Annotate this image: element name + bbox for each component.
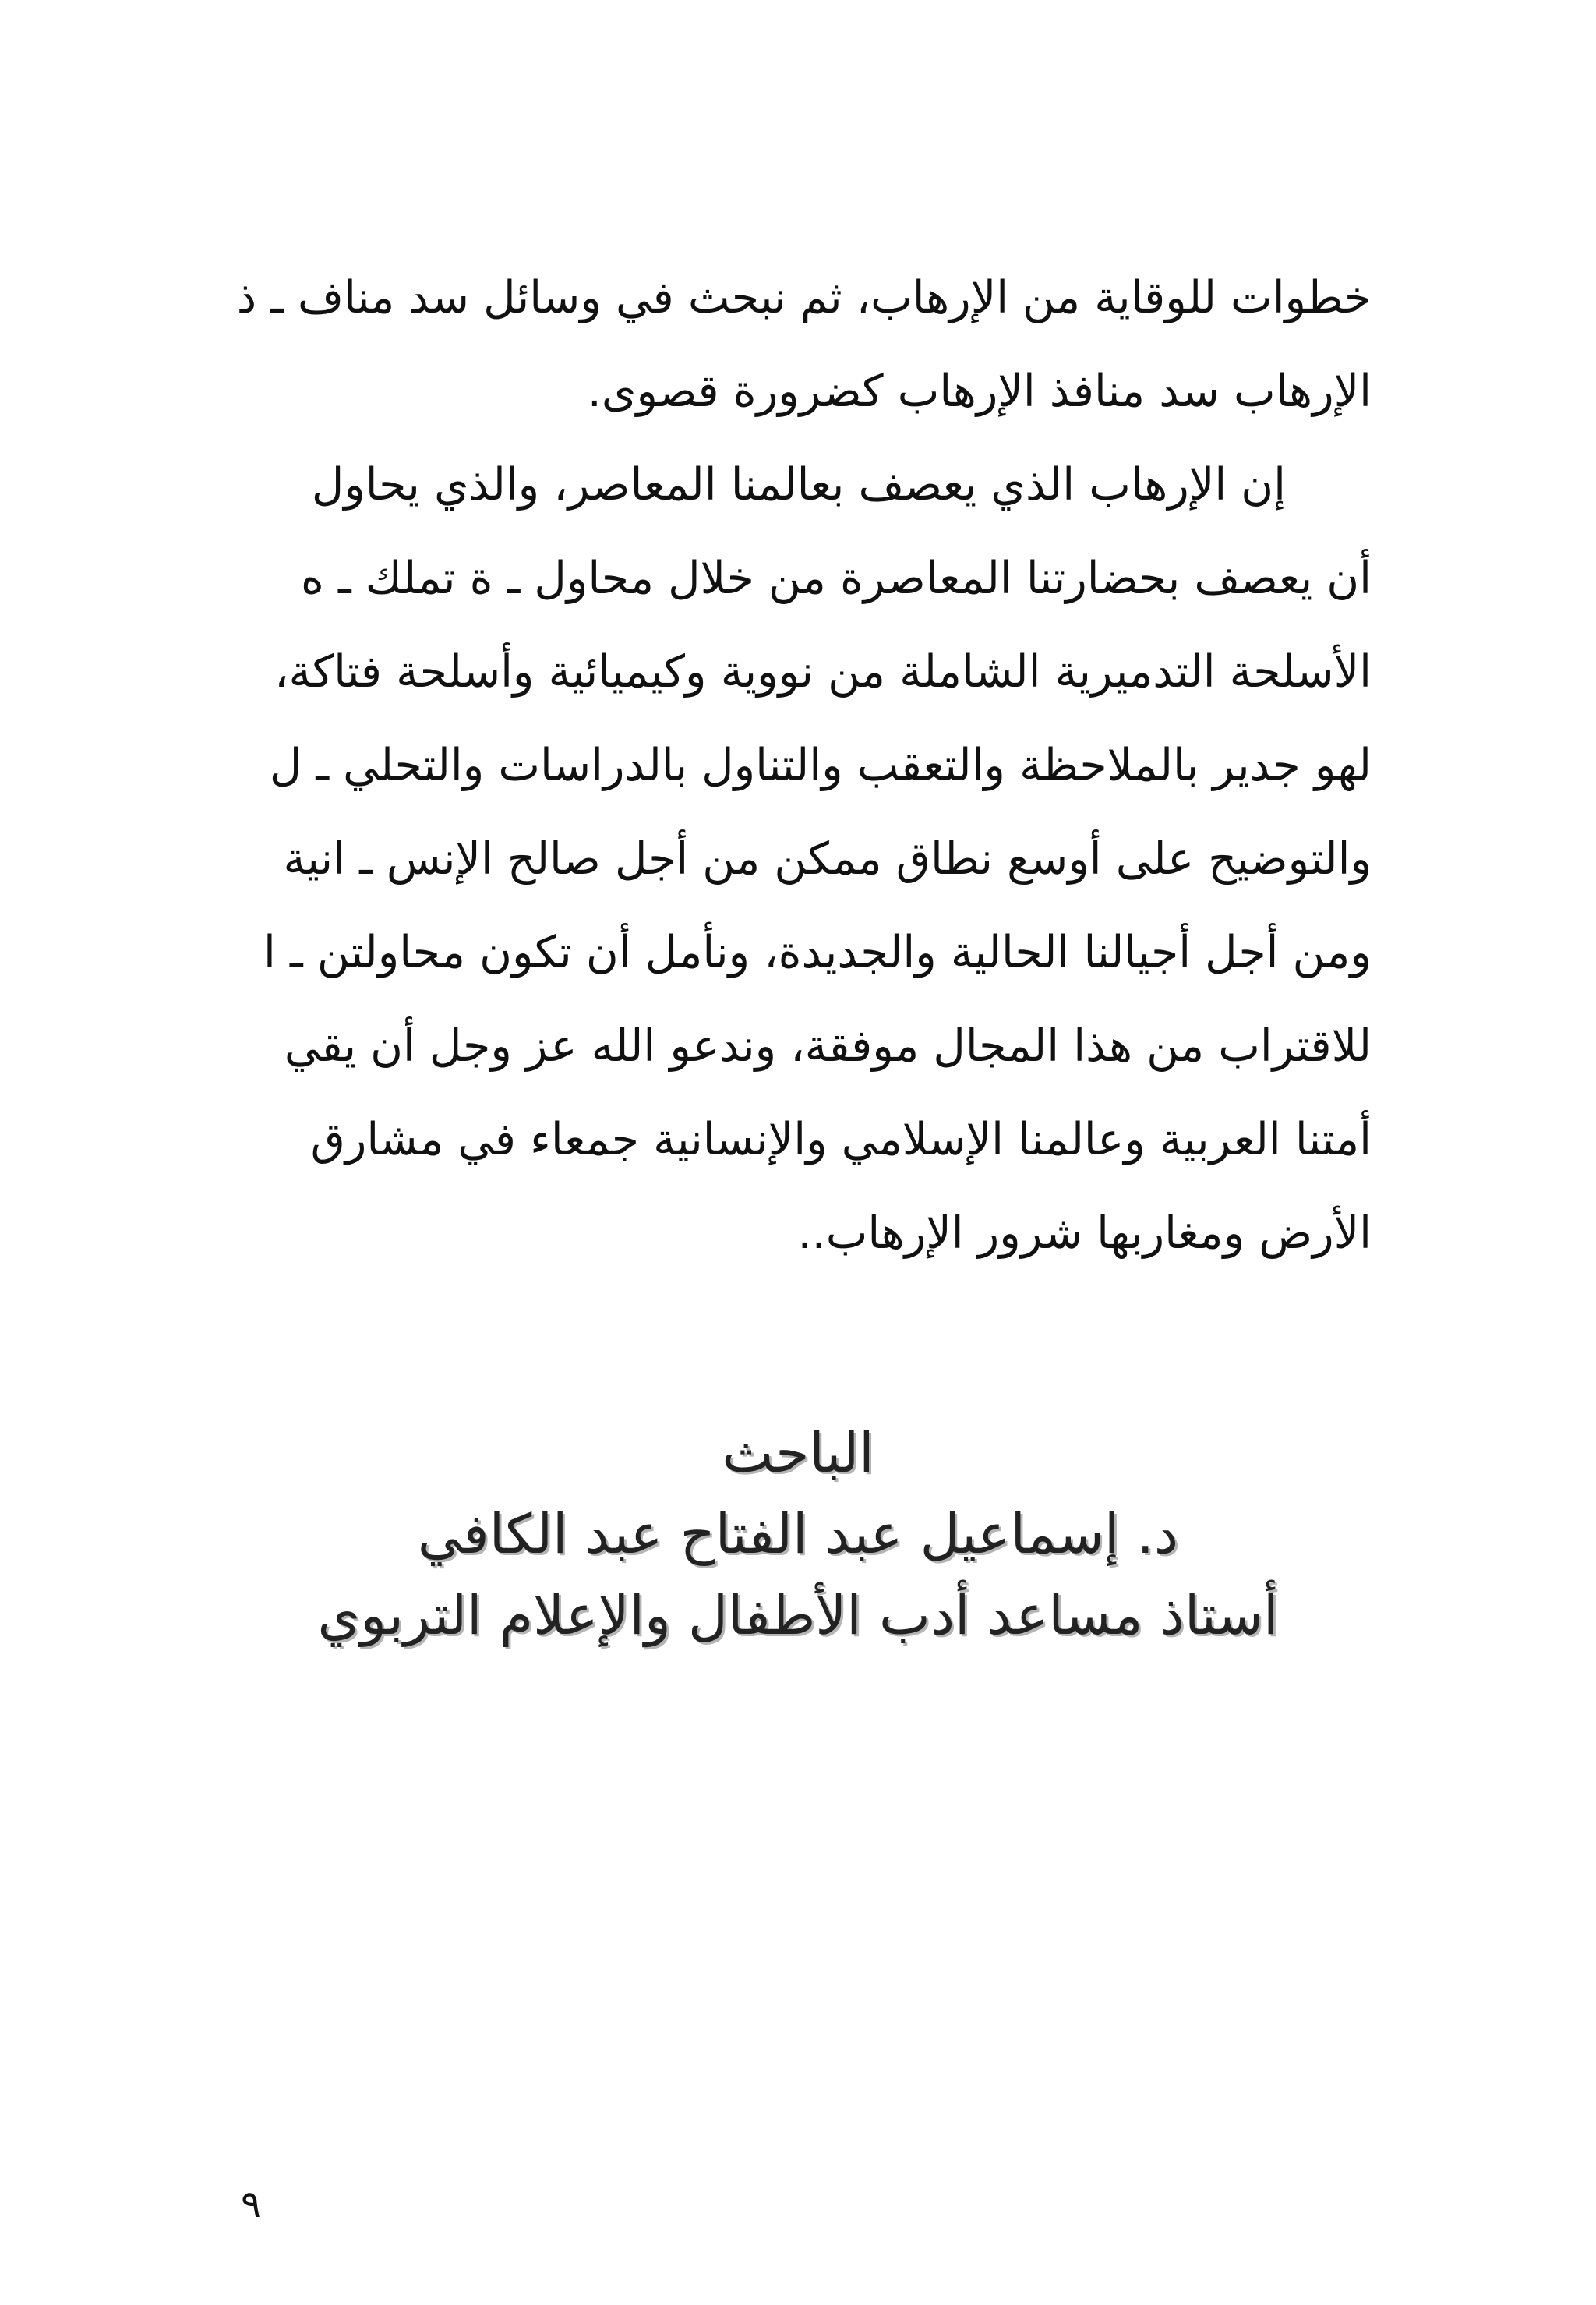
body-line: إن الإرهاب الذي يعصف بعالمنا المعاصر، والذي يحاول (311, 459, 1286, 511)
body-line: الأرض ومغاربها شرور الإرهاب.. (797, 1207, 1372, 1259)
body-paragraphs (234, 251, 1372, 1280)
body-line: الإرهاب سد منافذ الإرهاب كضرورة قصوى. (587, 366, 1372, 417)
body-line: أن يعصف بحضارتنا المعاصرة من خلال محاول ـ ة تملك ـ ه (300, 553, 1372, 604)
body-line: خطوات للوقاية من الإرهاب، ثم نبحث في وسائل سد مناف ـ ذ (236, 272, 1372, 323)
author-name: د. إسماعيل عبد الفتاح عبد الكافي (417, 1502, 1179, 1566)
author-title: أستاذ مساعد أدب الأطفال والإعلام التربوي (317, 1583, 1279, 1647)
body-line: لهو جدير بالملاحظة والتعقب والتناول بالدراسات والتحلي ـ ل (269, 740, 1372, 791)
body-line: أمتنا العربية وعالمنا الإسلامي والإنسانية جمعاء في مشارق (310, 1114, 1372, 1165)
page-number: ٩ (241, 2183, 261, 2226)
author-signature (0, 1412, 1596, 1656)
body-line: والتوضيح على أوسع نطاق ممكن من أجل صالح الإنس ـ انية (283, 833, 1372, 885)
body-line: الأسلحة التدميرية الشاملة من نووية وكيميائية وأسلحة فتاكة، (274, 646, 1372, 698)
body-line: للاقتراب من هذا المجال موفقة، وندعو الله عز وجل أن يقي (284, 1020, 1372, 1072)
author-role: الباحث (722, 1421, 874, 1485)
body-line: ومن أجل أجيالنا الحالية والجديدة، ونأمل أن تكون محاولتن ـ ا (263, 927, 1372, 978)
